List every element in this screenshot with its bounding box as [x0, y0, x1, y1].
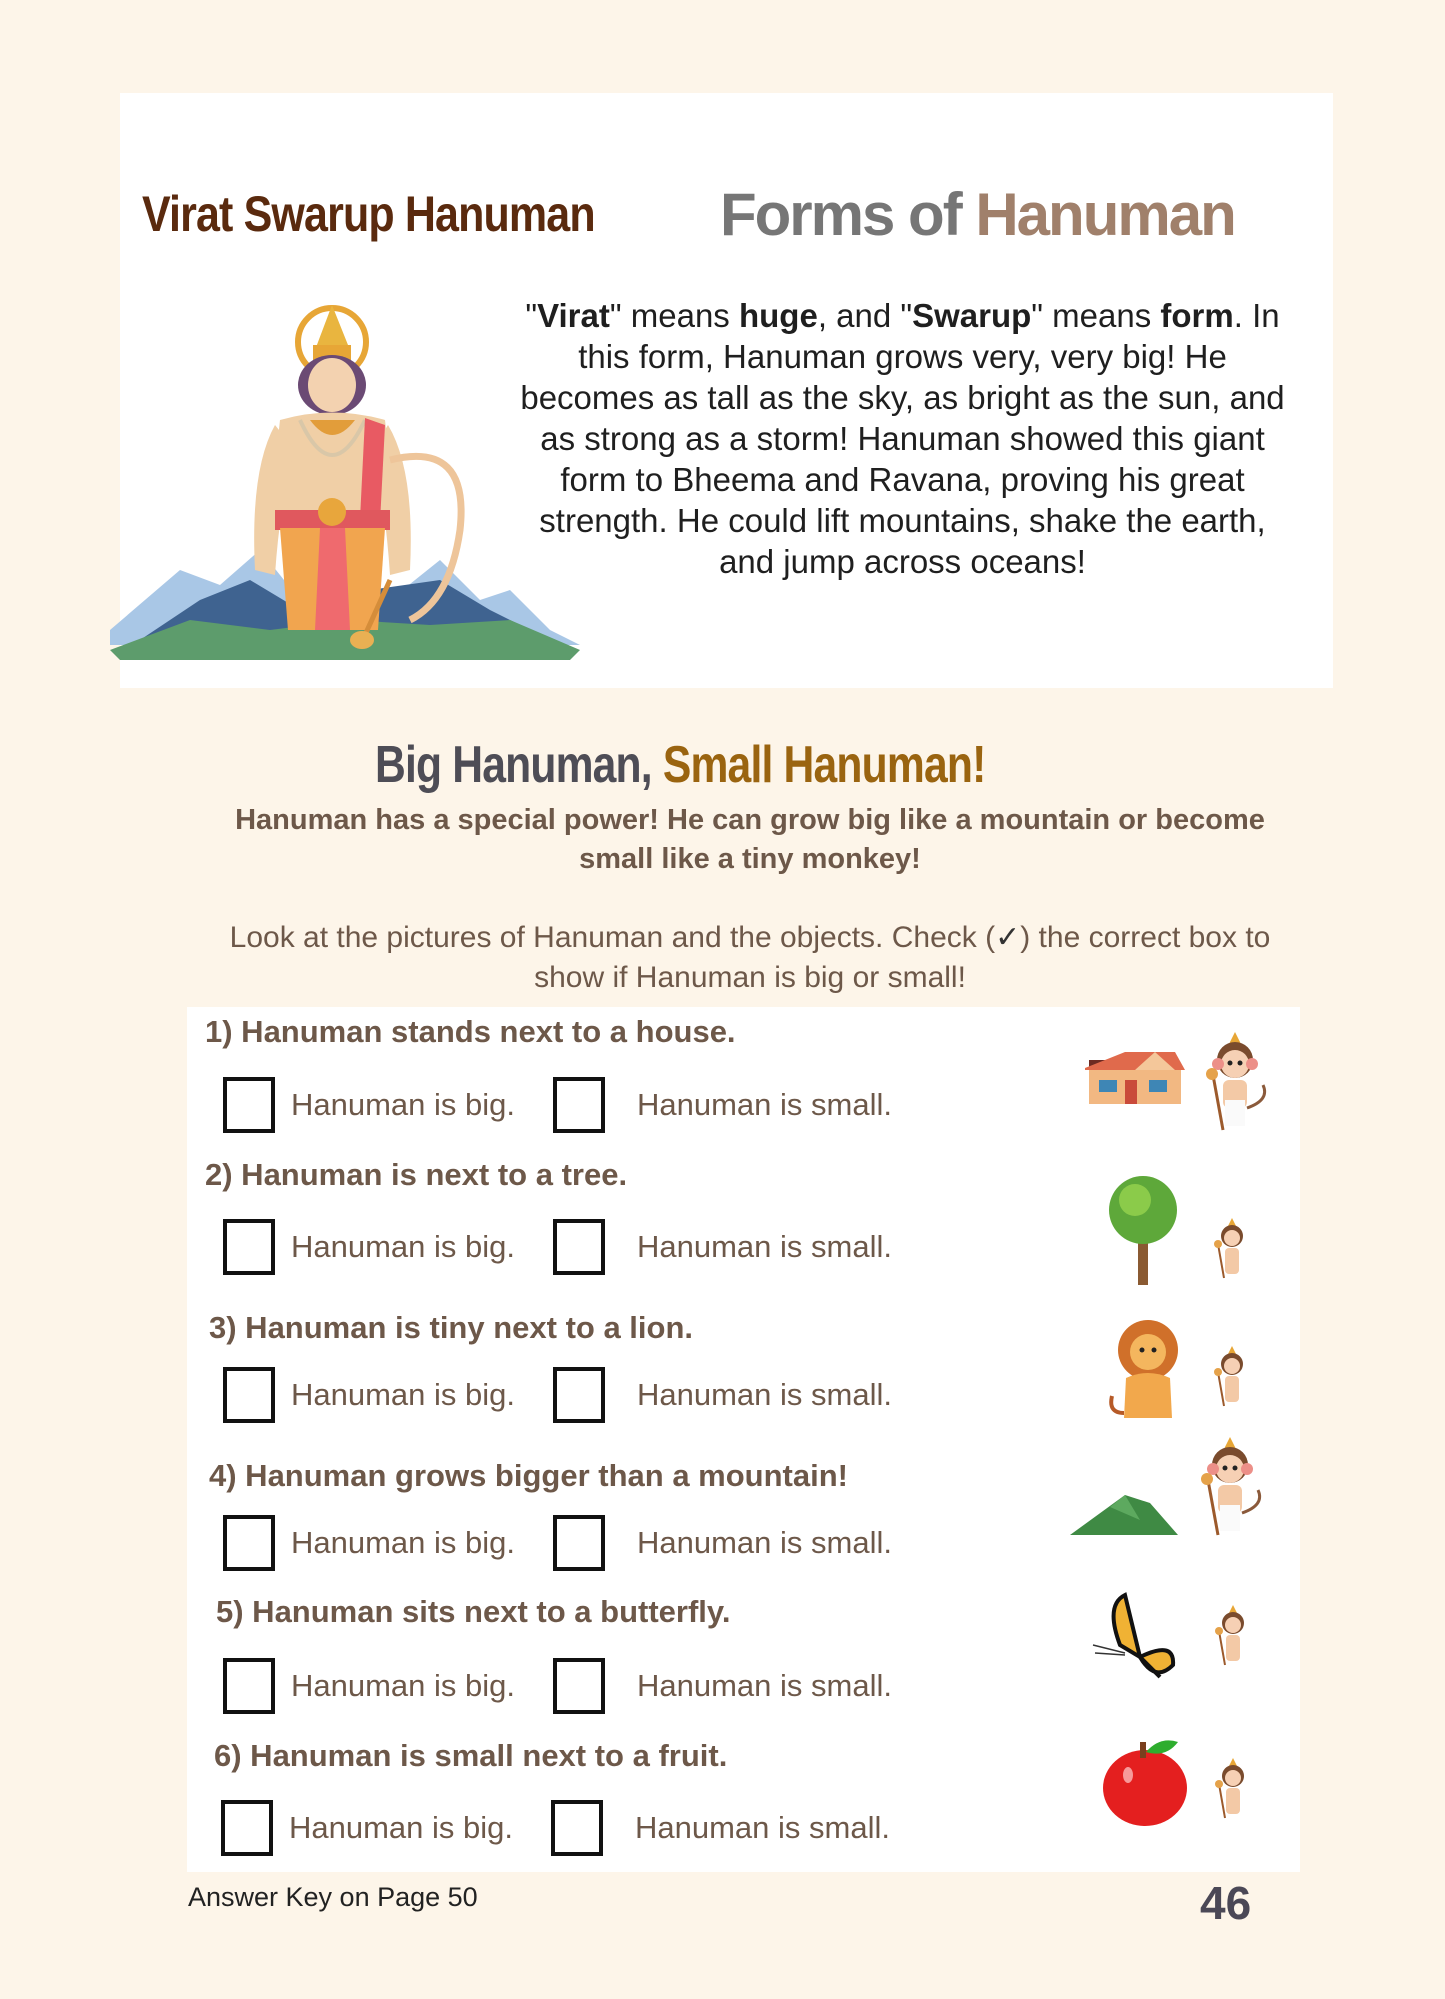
question-4-text: 4) Hanuman grows bigger than a mountain!	[209, 1458, 848, 1493]
checkbox-big[interactable]	[223, 1367, 275, 1423]
checkbox-big[interactable]	[223, 1658, 275, 1714]
house-and-big-hanuman-picture	[1085, 1030, 1275, 1140]
form-title: Virat Swarup Hanuman	[142, 186, 595, 242]
checkbox-small[interactable]	[553, 1367, 605, 1423]
virat-hanuman-illustration	[110, 300, 580, 665]
activity-title-part2: Small Hanuman!	[662, 736, 986, 794]
activity-intro: Hanuman has a special power! He can grow big like a mountain or become small like a tiny monkey!	[235, 804, 1265, 875]
checkbox-small[interactable]	[551, 1800, 603, 1856]
apple-and-small-hanuman-picture	[1090, 1730, 1270, 1830]
checkmark-icon: ✓	[995, 921, 1021, 954]
question-6-option-big[interactable]: Hanuman is big.	[221, 1800, 513, 1856]
question-5-text: 5) Hanuman sits next to a butterfly.	[216, 1594, 731, 1629]
question-1-text: 1) Hanuman stands next to a house.	[205, 1014, 736, 1049]
apple-icon	[1103, 1740, 1187, 1826]
section-title-part2: Hanuman	[975, 181, 1235, 248]
question-4-option-small[interactable]: Hanuman is small.	[553, 1515, 892, 1571]
checkbox-big[interactable]	[223, 1515, 275, 1571]
checkbox-small[interactable]	[553, 1077, 605, 1133]
activity-instructions: Look at the pictures of Hanuman and the objects. Check (✓) the correct box to show if Hanuman is big or small!	[229, 921, 1271, 994]
section-title	[720, 180, 1235, 249]
mountain-icon	[1070, 1495, 1178, 1535]
checkbox-small[interactable]	[553, 1219, 605, 1275]
question-3-text: 3) Hanuman is tiny next to a lion.	[209, 1310, 694, 1345]
house-icon	[1085, 1052, 1185, 1104]
checkbox-small[interactable]	[553, 1658, 605, 1714]
lion-icon	[1111, 1320, 1178, 1418]
question-1-option-big[interactable]: Hanuman is big.	[223, 1077, 515, 1133]
checkbox-big[interactable]	[223, 1077, 275, 1133]
butterfly-and-small-hanuman-picture	[1085, 1585, 1270, 1685]
answer-key-note: Answer Key on Page 50	[188, 1882, 478, 1912]
hanuman-icon	[1214, 1218, 1243, 1278]
question-6-option-small[interactable]: Hanuman is small.	[551, 1800, 890, 1856]
tree-icon	[1109, 1176, 1177, 1285]
hanuman-icon	[1215, 1758, 1244, 1818]
question-2-text: 2) Hanuman is next to a tree.	[205, 1157, 628, 1192]
question-5-option-small[interactable]: Hanuman is small.	[553, 1658, 892, 1714]
hanuman-icon	[1215, 1605, 1244, 1665]
question-3-option-small[interactable]: Hanuman is small.	[553, 1367, 892, 1423]
lion-and-small-hanuman-picture	[1100, 1318, 1270, 1428]
section-title-part1: Forms of	[720, 181, 961, 248]
page-number: 46	[1200, 1877, 1252, 1929]
checkbox-big[interactable]	[221, 1800, 273, 1856]
question-2-option-small[interactable]: Hanuman is small.	[553, 1219, 892, 1275]
question-5-option-big[interactable]: Hanuman is big.	[223, 1658, 515, 1714]
hanuman-icon	[1201, 1437, 1260, 1535]
butterfly-icon	[1093, 1595, 1173, 1677]
tree-and-small-hanuman-picture	[1100, 1170, 1270, 1290]
activity-title	[375, 735, 985, 795]
checkbox-small[interactable]	[553, 1515, 605, 1571]
question-3-option-big[interactable]: Hanuman is big.	[223, 1367, 515, 1423]
checkbox-big[interactable]	[223, 1219, 275, 1275]
question-4-option-big[interactable]: Hanuman is big.	[223, 1515, 515, 1571]
question-2-option-big[interactable]: Hanuman is big.	[223, 1219, 515, 1275]
question-1-option-small[interactable]: Hanuman is small.	[553, 1077, 892, 1133]
hanuman-icon	[1206, 1032, 1265, 1130]
question-6-text: 6) Hanuman is small next to a fruit.	[214, 1738, 728, 1773]
mountain-and-big-hanuman-picture	[1070, 1435, 1280, 1550]
form-description: "Virat" means huge, and "Swarup" means form. In this form, Hanuman grows very, very big! He becomes as tall as the sky, as bright as the sun, and as strong as a storm! Hanuman showed this giant form to Bheema and Ravana, proving his great strength. He could lift mountains, shake the earth, and jump across oceans!	[520, 297, 1285, 580]
activity-title-part1: Big Hanuman,	[375, 736, 652, 794]
hanuman-icon	[1214, 1346, 1243, 1406]
